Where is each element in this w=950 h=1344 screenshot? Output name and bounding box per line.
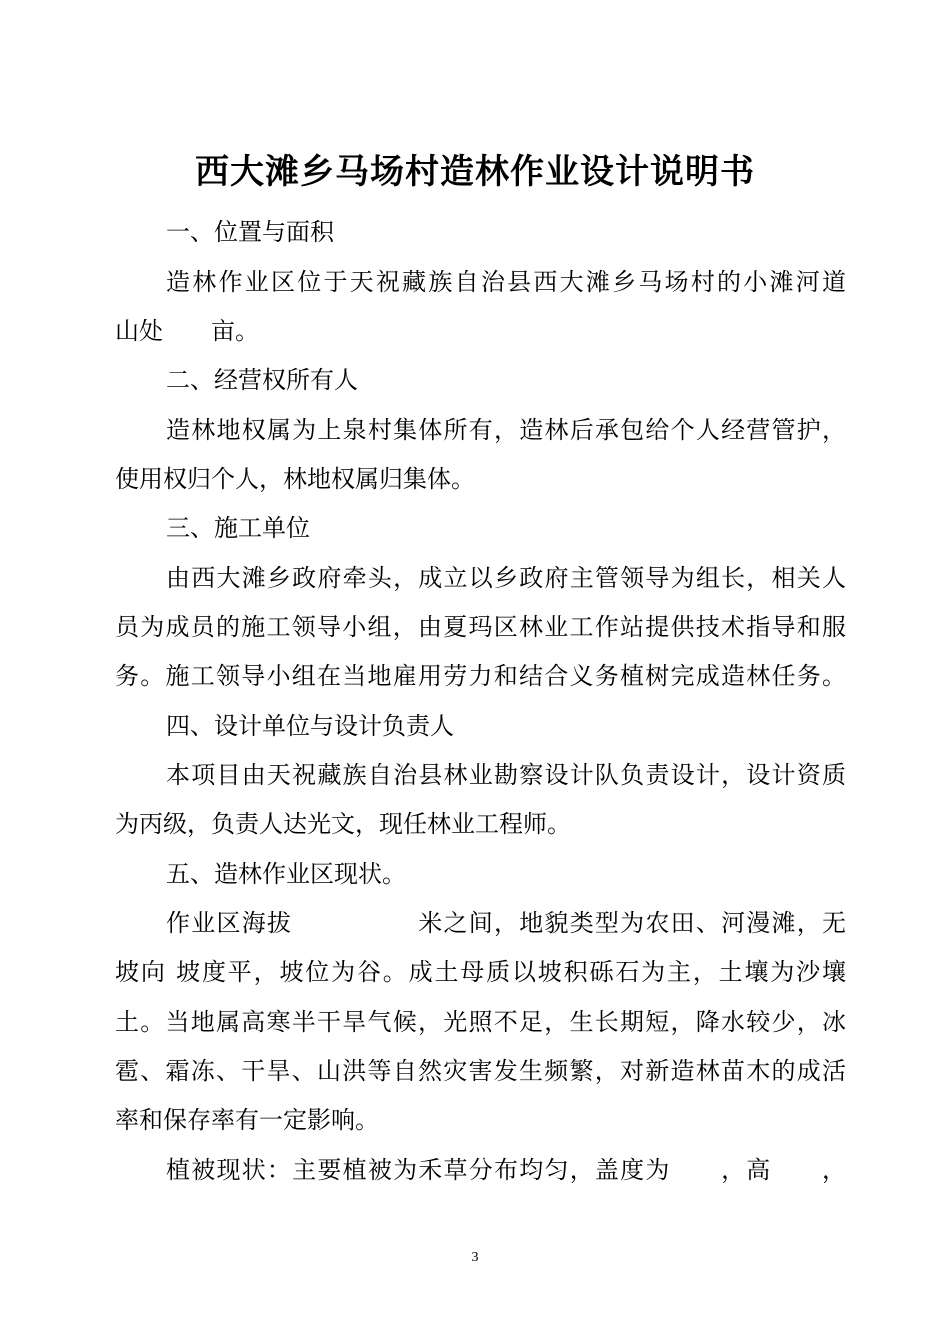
paragraph-line: 员为成员的施工领导小组，由夏玛区林业工作站提供技术指导和服	[115, 613, 846, 641]
paragraph-line: 山处 亩。	[115, 317, 259, 345]
paragraph-line: 由西大滩乡政府牵头，成立以乡政府主管领导为组长，相关人	[166, 564, 846, 592]
section-heading-location-area: 一、位置与面积	[166, 218, 334, 246]
section-heading-design-unit: 四、设计单位与设计负责人	[166, 712, 454, 740]
paragraph-line: 造林地权属为上泉村集体所有，造林后承包给个人经营管护，	[166, 416, 846, 444]
paragraph-line: 雹、霜冻、干旱、山洪等自然灾害发生频繁，对新造林苗木的成活	[115, 1057, 846, 1085]
paragraph-line: 为丙级，负责人达光文，现任林业工程师。	[115, 810, 571, 838]
paragraph-line: 植被现状：主要植被为禾草分布均匀，盖度为 ，高 ，	[166, 1156, 846, 1184]
section-heading-construction-unit: 三、施工单位	[166, 514, 310, 542]
paragraph-line: 土。当地属高寒半干旱气候，光照不足，生长期短，降水较少，冰	[115, 1008, 846, 1036]
paragraph-line: 坡向 坡度平，坡位为谷。成土母质以坡积砾石为主，土壤为沙壤	[115, 958, 846, 986]
section-heading-ownership: 二、经营权所有人	[166, 366, 358, 394]
section-heading-current-status: 五、造林作业区现状。	[166, 860, 406, 888]
paragraph-line: 造林作业区位于天祝藏族自治县西大滩乡马场村的小滩河道	[166, 268, 846, 296]
page-number: 3	[471, 1250, 479, 1265]
document-title: 西大滩乡马场村造林作业设计说明书	[195, 152, 755, 192]
paragraph-line: 率和保存率有一定影响。	[115, 1106, 379, 1134]
paragraph-line: 本项目由天祝藏族自治县林业勘察设计队负责设计，设计资质	[166, 761, 846, 789]
paragraph-line: 使用权归个人，林地权属归集体。	[115, 465, 475, 493]
paragraph-line: 作业区海拔 米之间，地貌类型为农田、河漫滩，无	[166, 909, 846, 937]
paragraph-line: 务。施工领导小组在当地雇用劳力和结合义务植树完成造林任务。	[115, 662, 846, 690]
